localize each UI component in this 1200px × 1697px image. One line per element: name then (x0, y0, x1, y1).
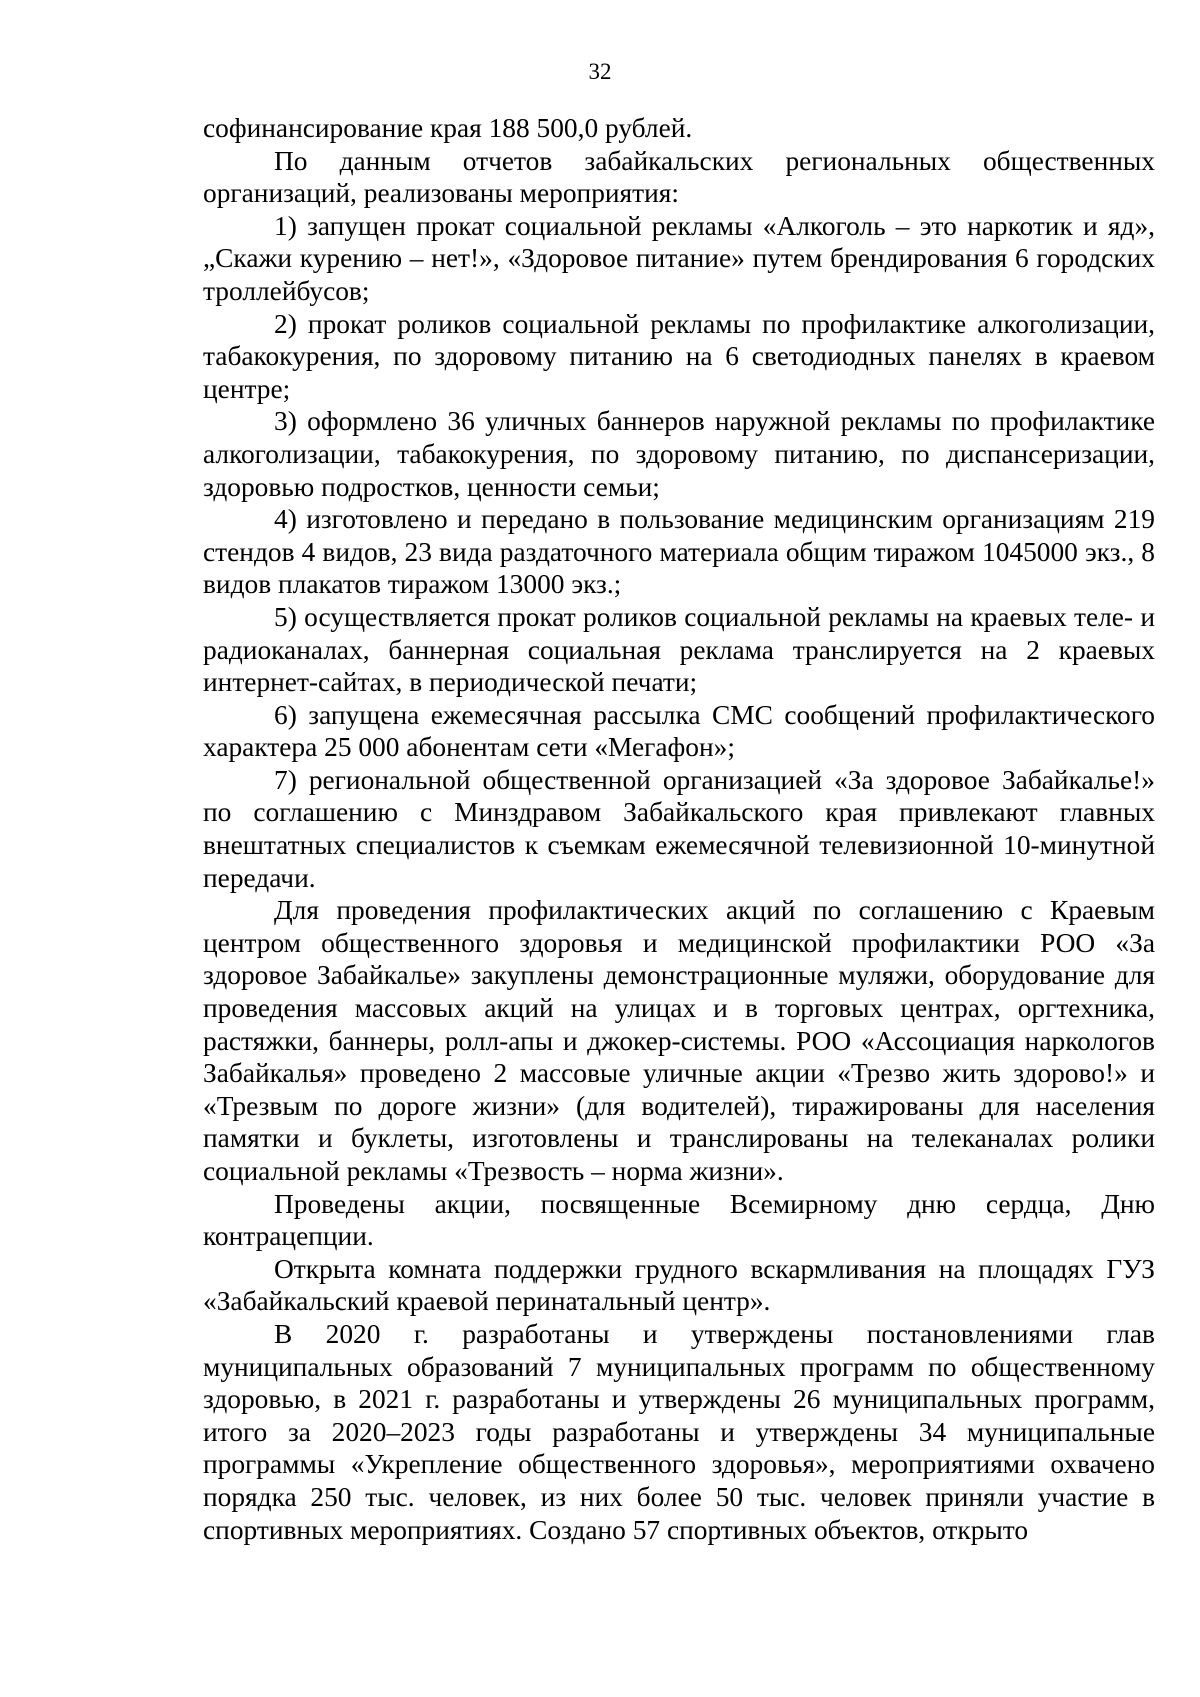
list-item-4: 4) изготовлено и передано в пользование медицинским организациям 219 стендов 4 видов, 23 вида раздаточного материала общим тиражом 1045000 экз., 8 видов плакатов тиражом 13000 экз.; (203, 504, 1155, 600)
paragraph-intro: По данным отчетов забайкальских региональных общественных организаций, реализованы мероприятия: (203, 145, 1155, 209)
paragraph-heart-day: Проведены акции, посвященные Всемирному дню сердца, Дню контрацепции. (203, 1188, 1155, 1252)
paragraph-breastfeeding-room: Открыта комната поддержки грудного вскармливания на площадях ГУЗ «Забайкальский краевой перинатальный центр». (203, 1253, 1155, 1317)
list-item-5: 5) осуществляется прокат роликов социальной рекламы на краевых теле- и радиоканалах, баннерная социальная реклама транслируется на 2 краевых интернет-сайтах, в периодической печати; (203, 601, 1155, 698)
paragraph-cofinancing: софинансирование края 188 500,0 рублей. (203, 113, 693, 143)
paragraph-prevention-actions: Для проведения профилактических акций по соглашению с Краевым центром общественного здоровья и медицинской профилактики РОО «За здоровое Забайкалье» закуплены демонстрационные муляжи, оборудование для проведения массовых акций на улицах и в торговых центрах, оргтехника, растяжки, баннеры, ролл-апы и джокер-системы. РОО «Ассоциация наркологов Забайкалья» проведено 2 массовые уличные акции «Трезво жить здорово!» и «Трезвым по дороге жизни» (для водителей), тиражированы для населения памятки и буклеты, изготовлены и транслированы на телеканалах ролики социальной рекламы «Трезвость – норма жизни». (203, 895, 1155, 1186)
page-number: 32 (588, 59, 612, 84)
list-item-7: 7) региональной общественной организацией «За здоровое Забайкалье!» по соглашению с Минздравом Забайкальского края привлекают главных внештатных специалистов к съемкам ежемесячной телевизионной 10-минутной передачи. (203, 764, 1155, 893)
list-item-3: 3) оформлено 36 уличных баннеров наружной рекламы по профилактике алкоголизации, табакокурения, по здоровому питанию, по диспансеризации, здоровью подростков, ценности семьи; (203, 406, 1155, 502)
list-item-1: 1) запущен прокат социальной рекламы «Алкоголь – это наркотик и яд», „Скажи курению – нет!», «Здоровое питание» путем брендирования 6 городских троллейбусов; (203, 210, 1155, 306)
paragraph-municipal-programs: В 2020 г. разработаны и утверждены постановлениями глав муниципальных образований 7 муниципальных программ по общественному здоровью, в 2021 г. разработаны и утверждены 26 муниципальных программ, итого за 2020–2023 годы разработаны и утверждены 34 муниципальные программы «Укрепление общественного здоровья», мероприятиями охвачено порядка 250 тыс. человек, из них более 50 тыс. человек приняли участие в спортивных мероприятиях. Создано 57 спортивных объектов, открыто (203, 1318, 1155, 1545)
document-body (203, 112, 1155, 1546)
list-item-2: 2) прокат роликов социальной рекламы по профилактике алкоголизации, табакокурения, по здоровому питанию на 6 светодиодных панелях в краевом центре; (203, 308, 1155, 404)
list-item-6: 6) запущена ежемесячная рассылка СМС сообщений профилактического характера 25 000 абонентам сети «Мегафон»; (203, 699, 1155, 763)
